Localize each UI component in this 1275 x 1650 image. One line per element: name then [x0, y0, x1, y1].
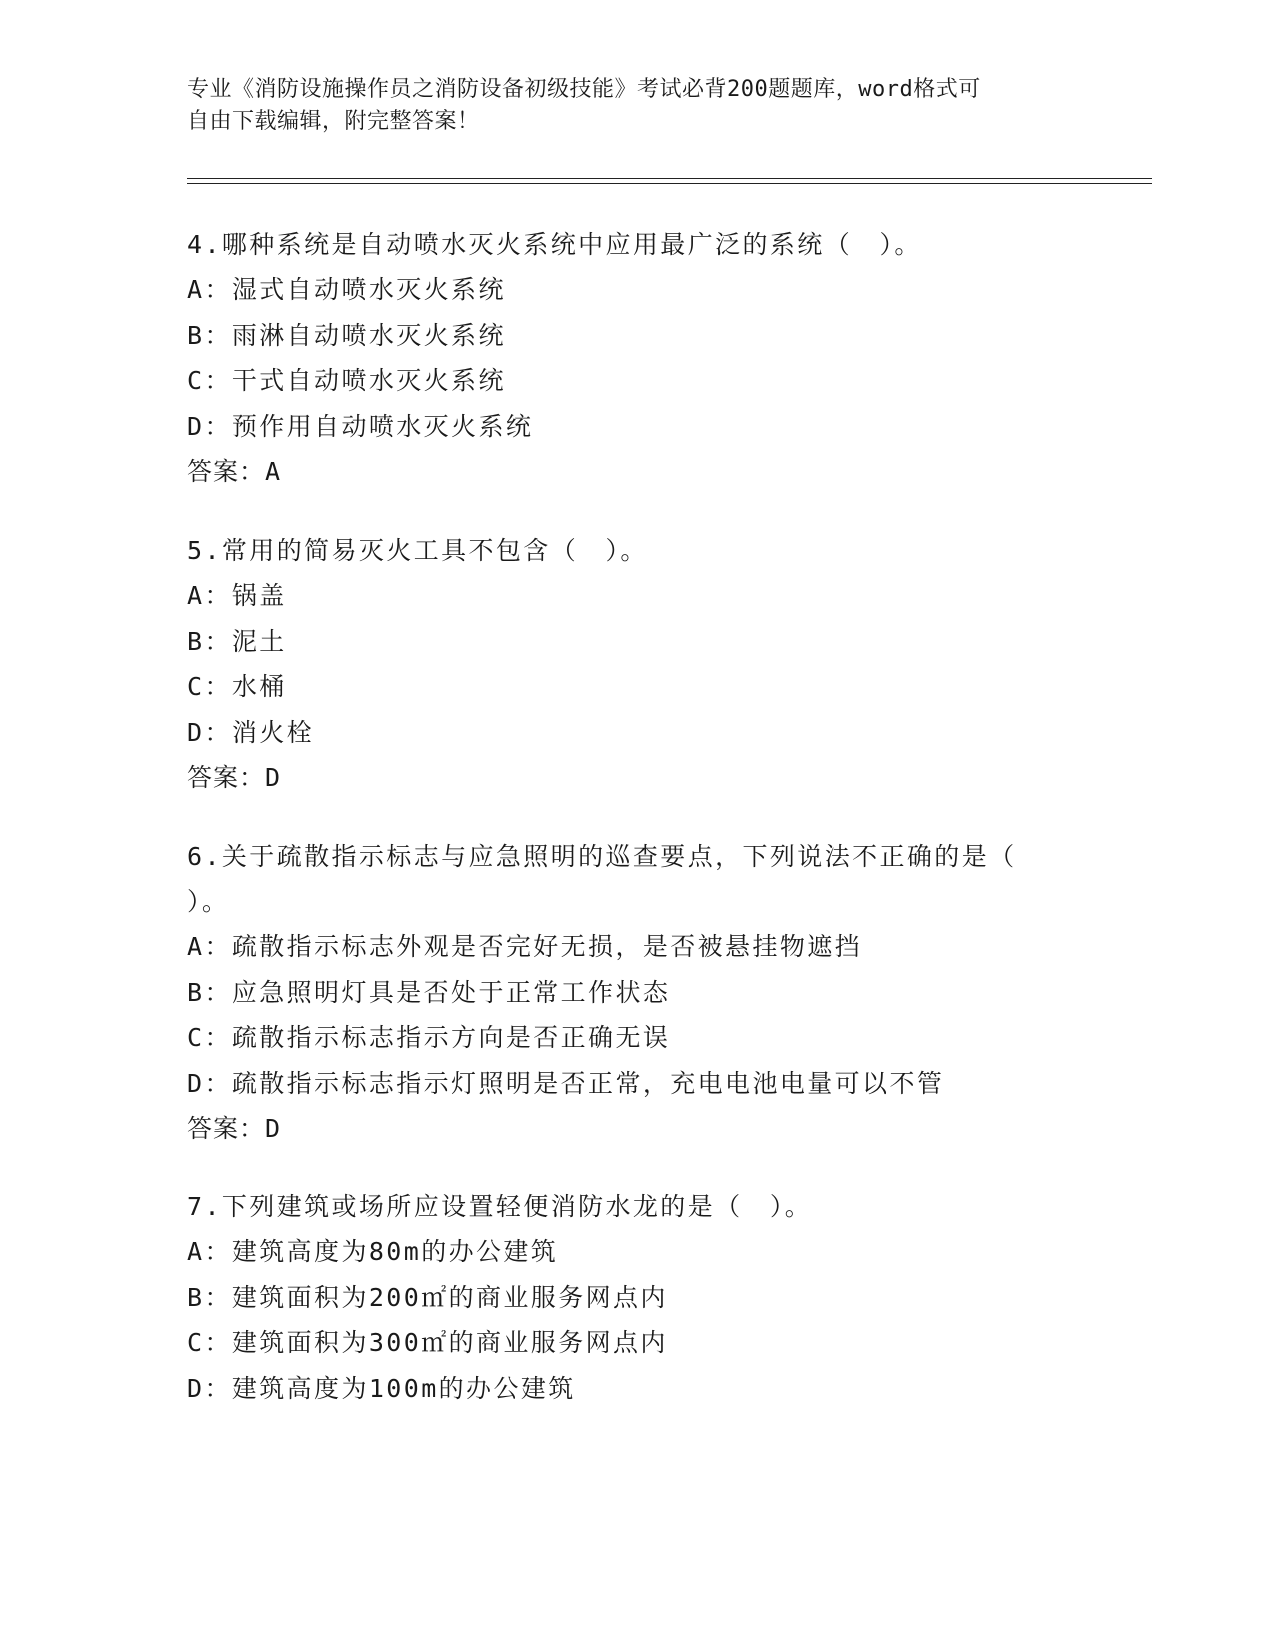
option-a: A：疏散指示标志外观是否完好无损，是否被悬挂物遮挡	[187, 932, 863, 961]
header-divider-top	[187, 178, 1152, 179]
question-stem: 5.常用的简易灭火工具不包含（ ）。	[187, 536, 648, 565]
option-c: C：建筑面积为300㎡的商业服务网点内	[187, 1328, 668, 1357]
answer-value: A	[265, 457, 282, 486]
answer-label: 答案：	[187, 763, 266, 792]
question-stem: 4.哪种系统是自动喷水灭火系统中应用最广泛的系统（ ）。	[187, 230, 922, 259]
document-header	[187, 74, 1067, 138]
question-4	[187, 222, 1067, 494]
option-b: B：泥土	[187, 626, 287, 656]
option-b: B：应急照明灯具是否处于正常工作状态	[187, 977, 671, 1007]
option-b: B：建筑面积为200㎡的商业服务网点内	[187, 1282, 668, 1312]
header-line-2: 自由下载编辑，附完整答案！	[187, 109, 480, 134]
answer-line	[187, 449, 1067, 494]
answer-line	[187, 755, 1067, 800]
answer-label: 答案：	[187, 457, 266, 486]
option-a: A：湿式自动喷水灭火系统	[187, 275, 506, 304]
header-divider-bottom	[187, 183, 1152, 184]
option-a: A：建筑高度为80m的办公建筑	[187, 1237, 559, 1266]
header-line-1: 专业《消防设施操作员之消防设备初级技能》考试必背200题题库，word格式可	[187, 77, 981, 102]
question-7	[187, 1184, 1067, 1411]
question-stem: 7.下列建筑或场所应设置轻便消防水龙的是（ ）。	[187, 1192, 813, 1221]
option-c: C：水桶	[187, 672, 287, 701]
answer-label: 答案：	[187, 1114, 266, 1143]
answer-value: D	[265, 763, 282, 792]
answer-value: D	[265, 1114, 282, 1143]
option-d: D：建筑高度为100m的办公建筑	[187, 1373, 576, 1403]
question-stem-line-2: ）。	[187, 887, 230, 916]
option-d: D：疏散指示标志指示灯照明是否正常，充电电池电量可以不管	[187, 1068, 945, 1098]
option-a: A：锅盖	[187, 581, 287, 610]
answer-line	[187, 1106, 1067, 1151]
question-5	[187, 528, 1067, 800]
option-b: B：雨淋自动喷水灭火系统	[187, 320, 506, 350]
question-6	[187, 834, 1067, 1151]
option-c: C：干式自动喷水灭火系统	[187, 366, 506, 395]
option-d: D：消火栓	[187, 717, 315, 747]
option-c: C：疏散指示标志指示方向是否正确无误	[187, 1023, 671, 1052]
option-d: D：预作用自动喷水灭火系统	[187, 411, 534, 441]
question-stem-line-1: 6.关于疏散指示标志与应急照明的巡查要点，下列说法不正确的是（	[187, 842, 1017, 871]
